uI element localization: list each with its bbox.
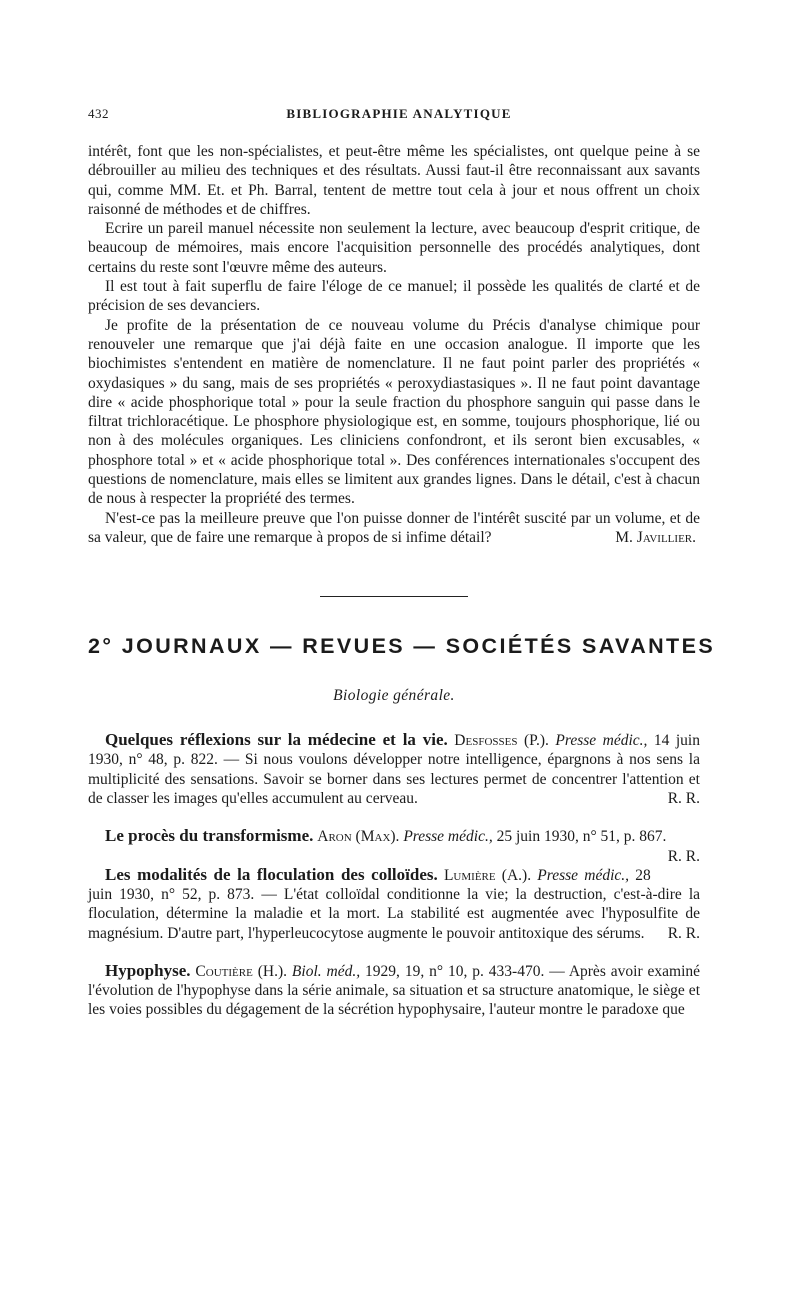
entry-abstract: Après avoir examiné l'évolution de l'hypophyse dans la série animale, sa situation et sa structure anatomique, le siège et les voies possibles du dégagement de la sécrétion hypophysaire, l'auteur montre le paradoxe que	[88, 962, 701, 1019]
subheading: Biologie générale.	[333, 686, 455, 704]
entry-initials: R. R.	[667, 790, 700, 808]
entry-author: Coutière (H.).	[195, 962, 287, 980]
running-title: BIBLIOGRAPHIE ANALYTIQUE	[286, 106, 512, 121]
section-heading: 2° JOURNAUX — REVUES — SOCIÉTÉS SAVANTES	[88, 633, 716, 658]
entry-title: Le procès du transformisme.	[105, 826, 314, 846]
review-signature: M. Javillier.	[615, 529, 696, 547]
bibliography-entry	[88, 865, 700, 943]
entry-abstract: L'état colloïdal conditionne la vie; la destruction, c'est-à-dire la floculation, détermine la maladie et la mort. La stabilité est augmentée avec l'hyposulfite de magnésium. D'autre part, l'hyperleucocytose augmente le pouvoir antitoxique des sérums.	[88, 885, 701, 942]
page-number: 432	[88, 106, 109, 121]
review-paragraph: Ecrire un pareil manuel nécessite non seulement la lecture, avec beaucoup d'esprit critique, de beaucoup de mémoires, mais encore l'acquisition personnelle des procédés analytiques, dont certains du reste sont l'œuvre même des auteurs.	[88, 220, 700, 276]
review-paragraph: Il est tout à fait superflu de faire l'éloge de ce manuel; il possède les qualités de clarté et de précision de ses devanciers.	[88, 278, 700, 315]
bibliography-entry	[88, 961, 700, 1020]
bibliography-entry	[88, 730, 700, 808]
entry-source: Presse médic.,	[555, 732, 648, 750]
entry-initials: R. R.	[667, 924, 700, 942]
entry-source: Presse médic.,	[403, 828, 493, 846]
entry-title: Hypophyse.	[105, 960, 191, 980]
entry-citation: 25 juin 1930, n° 51, p. 867.	[496, 828, 667, 846]
entry-citation: 1929, 19, n° 10, p. 433-470. —	[365, 962, 565, 980]
entry-author: Desfosses (P.).	[454, 732, 549, 750]
entry-author: Lumière (A.).	[443, 866, 532, 884]
entry-title: Quelques réflexions sur la médecine et la vie.	[105, 730, 448, 750]
page-header	[88, 102, 710, 126]
section-divider	[320, 596, 468, 597]
entry-abstract: Si nous voulons développer notre intelligence, épargnons à nos sens la multiplicité des sensations. Savoir se borner dans ses lectures permet de concentrer l'attention et de classer les images qu'elles accumulent au cerveau.	[88, 751, 700, 808]
entry-author: Aron (Max).	[317, 828, 400, 846]
review-paragraph: Je profite de la présentation de ce nouveau volume du Précis d'analyse chimique pour renouveler une remarque que j'ai déjà faite en une occasion analogue. Il importe que les biochimistes s'entendent en matière de nomenclature. Il ne faut point parler des propriétés « oxydasiques » du sang, mais de ses propriétés « peroxydiastasiques ». Il ne faut point davantage dire « acide phosphorique total » pour la seule fraction du phosphore sanguin qui passe dans le filtrat trichloracétique. Le phosphore physiologique est, en somme, toujours phosphorique, lié ou non à des molécules organiques. Les cliniciens confondront, et ils seront bien excusables, « phosphore total » et « acide phosphorique total ». Des conférences internationales s'occupent des questions de nomenclature, mais elles se limitent aux grandes lignes. Dans le détail, c'est à chacun de nous à respecter la propriété des termes.	[88, 316, 700, 508]
page-body	[88, 142, 716, 1020]
entry-source: Biol. méd.,	[291, 962, 361, 980]
entry-initials: R. R.	[667, 847, 700, 865]
entry-citation: 14 juin 1930, n° 48, p. 822. —	[88, 732, 700, 769]
review-paragraph: intérêt, font que les non-spécialistes, et peut-être même les spécialistes, ont quelque peine à se débrouiller au milieu des techniques et des résultats. Aussi faut-il être reconnaissant aux savants qui, comme MM. Et. et Ph. Barral, tentent de mettre tout cela à jour et nous offrent un choix raisonné de méthodes et de chiffres.	[88, 143, 700, 218]
entry-title: Les modalités de la floculation des colloïdes.	[105, 864, 438, 884]
entry-citation: 28 juin 1930, n° 52, p. 873. —	[88, 866, 651, 903]
bibliography-entry	[88, 826, 700, 865]
review-paragraph: N'est-ce pas la meilleure preuve que l'on puisse donner de l'intérêt suscité par un volume, et de sa valeur, que de faire une remarque à propos de si infime détail?	[88, 509, 700, 546]
entry-source: Presse médic.,	[537, 866, 630, 884]
